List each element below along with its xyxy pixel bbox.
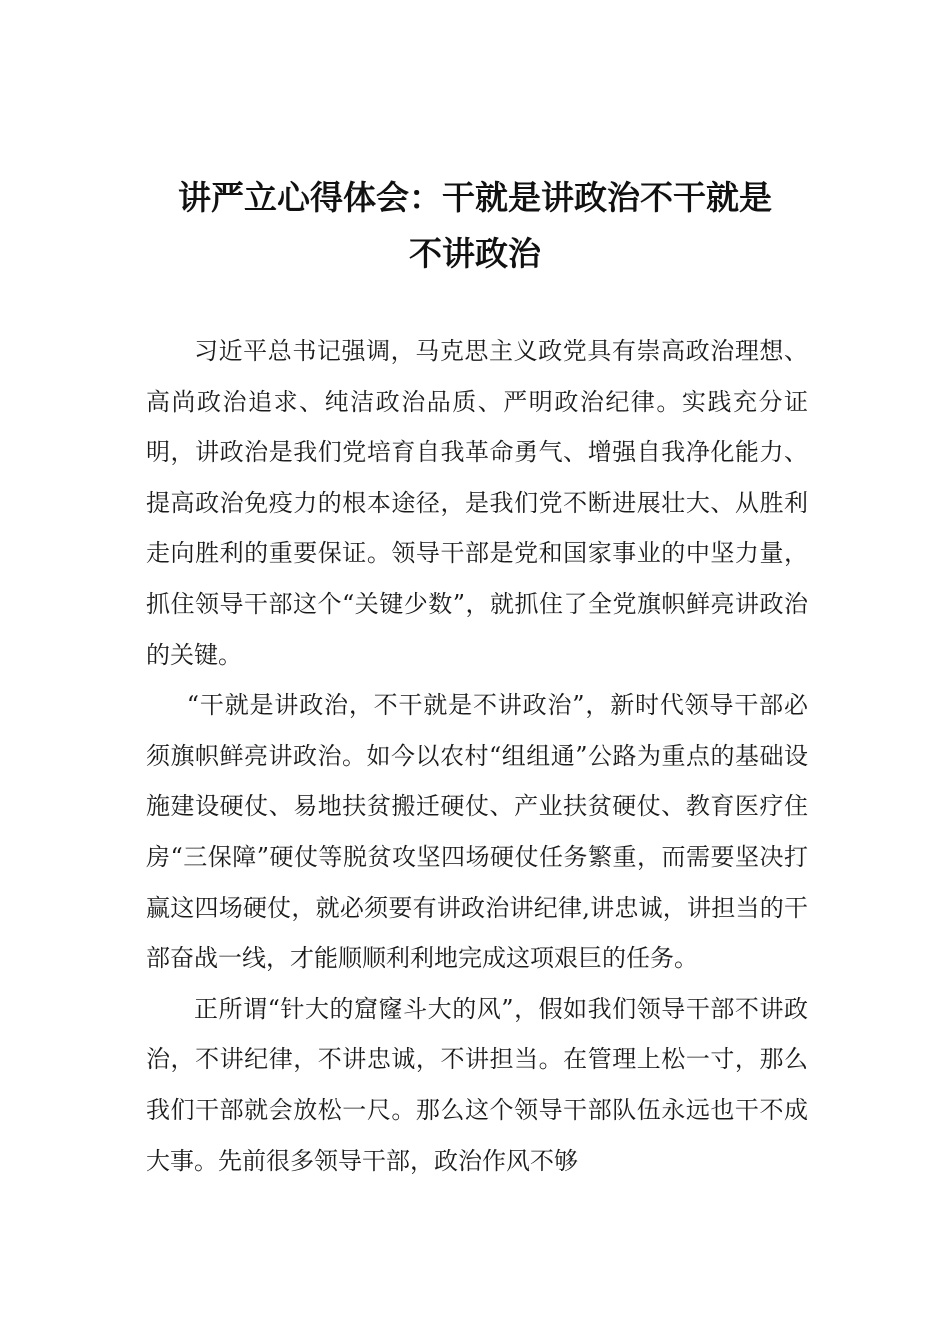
document-title: [120, 170, 830, 282]
paragraph-1: 习近平总书记强调，马克思主义政党具有崇高政治理想、高尚政治追求、纯洁政治品质、严明政治纪律。实践充分证明，讲政治是我们党培育自我革命勇气、增强自我净化能力、提高政治免疫力的根本途径，是我们党不断进展壮大、从胜利走向胜利的重要保证。领导干部是党和国家事业的中坚力量，抓住领导干部这个“关键少数”，就抓住了全党旗帜鲜亮讲政治的关键。: [146, 337, 808, 669]
title-line-1: 讲严立心得体会：干就是讲政治不干就是: [178, 178, 772, 217]
paragraph-3: 正所谓“针大的窟窿斗大的风”，假如我们领导干部不讲政治，不讲纪律，不讲忠诚，不讲担当。在管理上松一寸，那么我们干部就会放松一尺。那么这个领导干部队伍永远也干不成大事。先前很多领导干部，政治作风不够: [146, 994, 808, 1175]
title-line-2: 不讲政治: [409, 234, 541, 273]
paragraph-2: “干就是讲政治，不干就是不讲政治”，新时代领导干部必须旗帜鲜亮讲政治。如今以农村“组组通”公路为重点的基础设施建设硬仗、易地扶贫搬迁硬仗、产业扶贫硬仗、教育医疗住房“三保障”硬仗等脱贫攻坚四场硬仗任务繁重，而需要坚决打赢这四场硬仗，就必须要有讲政治讲纪律,讲忠诚，讲担当的干部奋战一线，才能顺顺利利地完成这项艰巨的任务。: [146, 691, 808, 973]
document-body: [146, 326, 808, 1186]
